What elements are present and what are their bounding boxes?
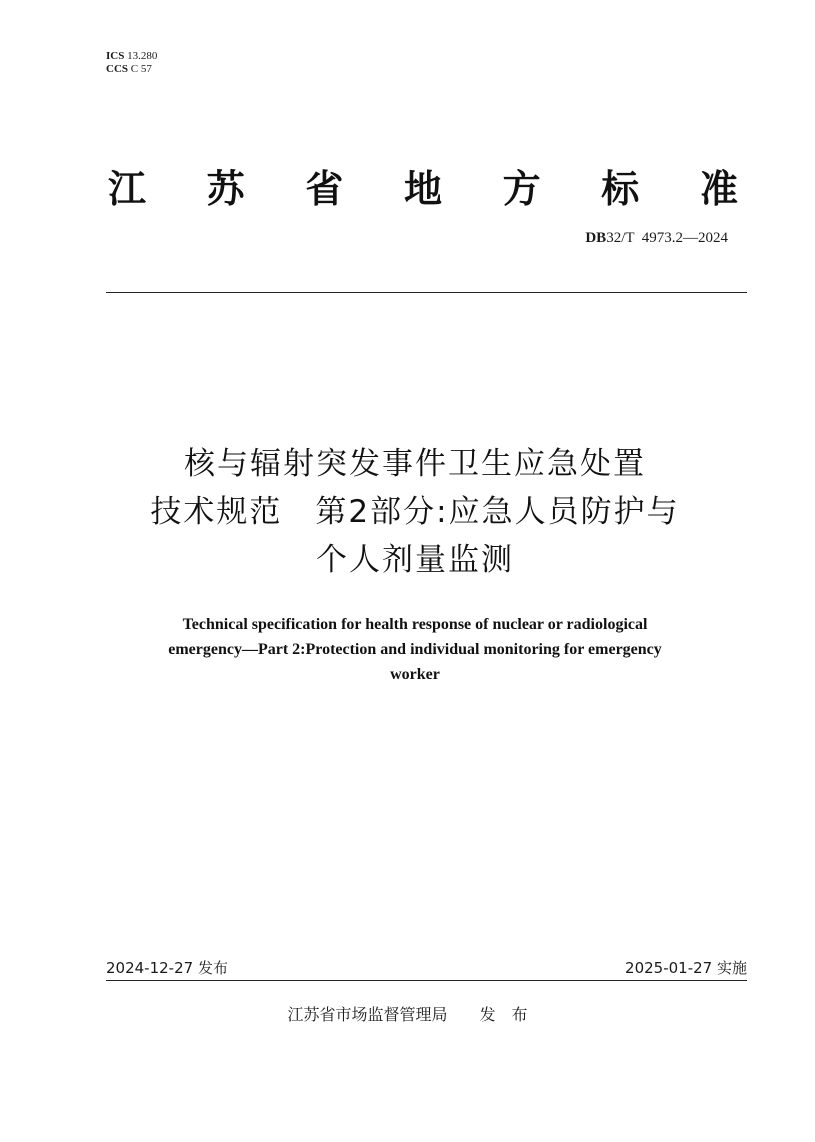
english-title-line: Technical specification for health response of nuclear or radiological [182,616,648,633]
ccs-code [106,63,157,76]
ics-code [106,50,157,63]
standard-type-char: 省 [305,166,344,211]
chinese-title-line: 个人剂量监测 [316,542,514,578]
header-divider [106,292,747,293]
standard-type-char: 地 [403,166,442,211]
chinese-title-line: 技术规范 第2部分:应急人员防护与 [150,494,680,530]
chinese-title-line: 核与辐射突发事件卫生应急处置 [184,446,646,482]
implementation-date: 2025-01-27 实施 [625,959,747,977]
standard-number-prefix: DB [585,230,607,246]
chinese-title [60,440,770,584]
standard-type-char: 方 [502,166,541,211]
ccs-label: CCS [106,63,129,75]
issuer-line [0,1002,815,1025]
standard-type-heading [108,160,738,210]
footer-divider [106,980,747,981]
issuer-name: 江苏省市场监督管理局 [287,1005,448,1024]
ccs-value: C 57 [130,63,152,75]
ics-value: 13.280 [127,50,158,62]
standard-type-char: 江 [108,166,147,211]
standard-type-char: 标 [601,166,640,211]
english-title [60,612,770,687]
standard-type-char: 苏 [206,166,245,211]
standard-number [585,230,728,247]
classification-codes [106,50,157,76]
ics-label: ICS [106,50,125,62]
english-title-line: worker [390,666,440,683]
issuer-action: 发 布 [479,1005,528,1024]
standard-number-value: 32/T 4973.2—2024 [606,230,728,246]
english-title-line: emergency—Part 2:Protection and individual monitoring for emergency [168,641,662,658]
issue-date: 2024-12-27 发布 [106,959,228,977]
standard-type-char: 准 [699,166,738,211]
